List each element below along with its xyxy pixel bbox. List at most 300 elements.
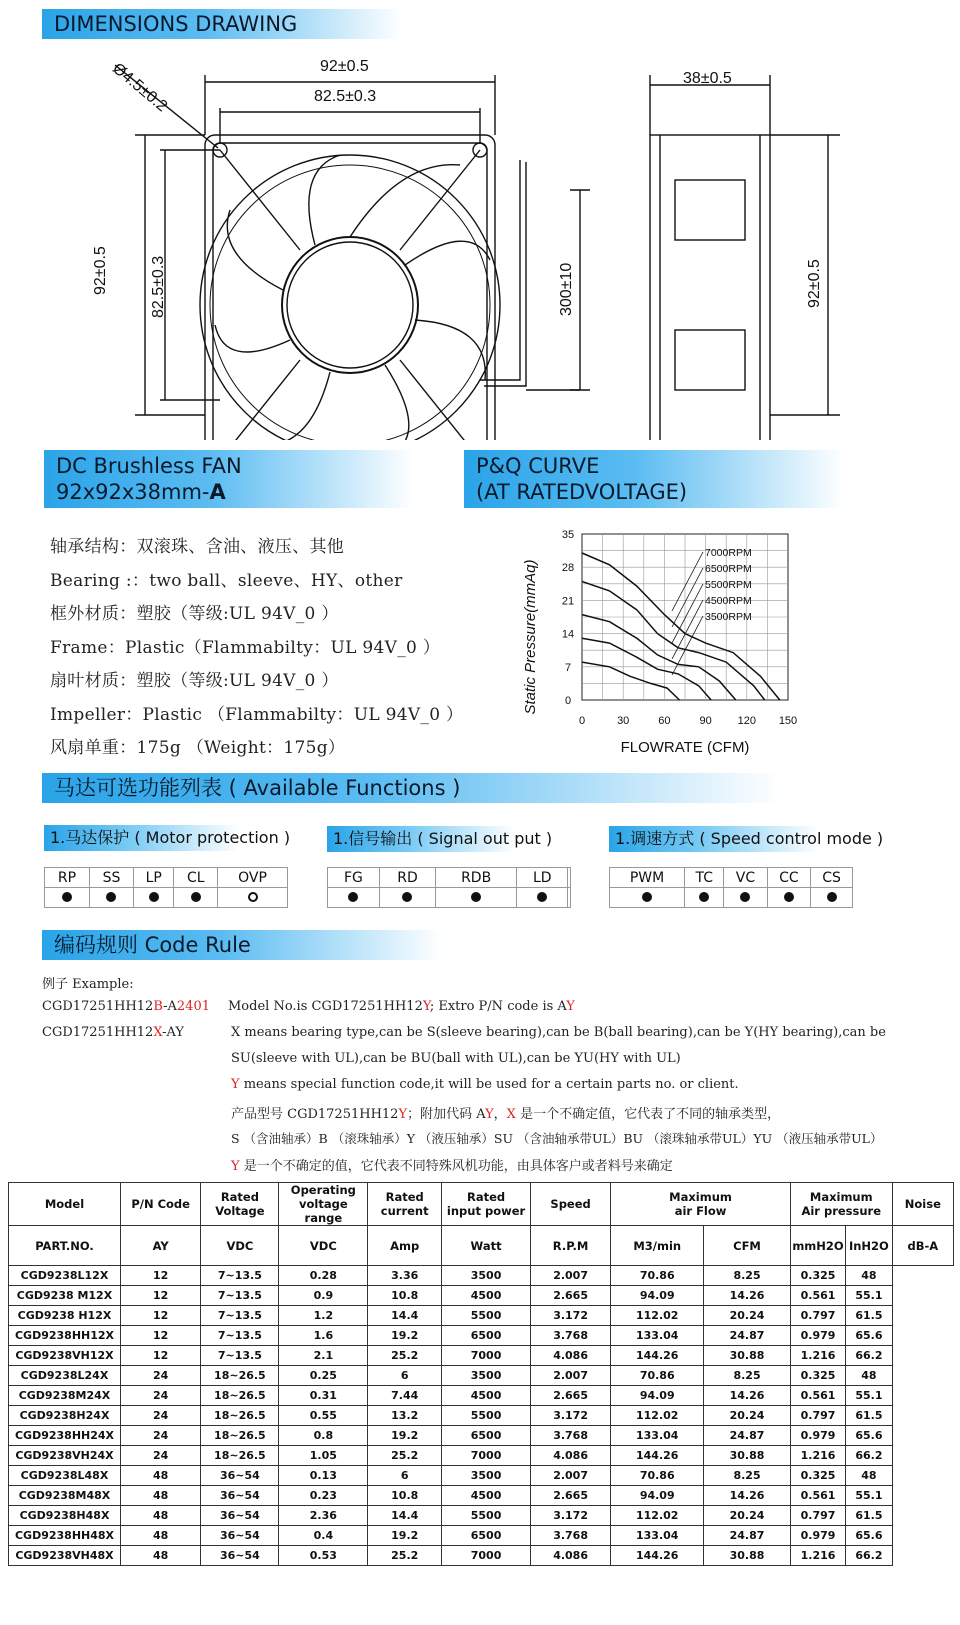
- y-tick-label: 28: [561, 562, 575, 575]
- value-cell: 0.53: [279, 1546, 368, 1566]
- value-cell: 12: [121, 1306, 201, 1326]
- model-cell: CGD9238L12X: [9, 1266, 121, 1286]
- available-dot-icon: [402, 892, 412, 902]
- table-row: [9, 1366, 954, 1386]
- function-cell: [174, 888, 218, 908]
- value-cell: 19.2: [368, 1426, 442, 1446]
- unit-cell: PART.NO.: [9, 1226, 121, 1266]
- depth-dimension: 38±0.5: [683, 70, 732, 87]
- value-cell: 3.768: [530, 1426, 610, 1446]
- value-cell: 6500: [442, 1526, 531, 1546]
- value-cell: 4.086: [530, 1346, 610, 1366]
- value-cell: 30.88: [704, 1346, 791, 1366]
- value-cell: 144.26: [611, 1446, 704, 1466]
- spec-line: 扇叶材质：塑胶（等级:UL 94V_0 ）: [50, 671, 339, 691]
- value-cell: 1.216: [790, 1346, 845, 1366]
- code-line-6: S （含油轴承）B （滚珠轴承）Y （液压轴承）SU （含油轴承带UL）BU （滚珠轴承带UL）YU （液压轴承带UL）: [231, 1131, 883, 1146]
- pn-code-cell: AY: [121, 1226, 201, 1266]
- x-tick-label: 90: [699, 715, 712, 727]
- header-operating-voltage: Operating voltage range: [279, 1183, 368, 1226]
- function-header: CL: [174, 868, 218, 888]
- spec-line: Frame：Plastic（Flammabilty：UL 94V_0 ）: [50, 638, 441, 658]
- value-cell: 24: [121, 1426, 201, 1446]
- value-cell: 6: [368, 1466, 442, 1486]
- value-cell: 0.561: [790, 1386, 845, 1406]
- value-cell: 0.28: [279, 1266, 368, 1286]
- value-cell: 14.26: [704, 1486, 791, 1506]
- model-cell: CGD9238L48X: [9, 1466, 121, 1486]
- value-cell: 6: [368, 1366, 442, 1386]
- model-cell: CGD9238M48X: [9, 1486, 121, 1506]
- available-dot-icon: [642, 892, 652, 902]
- value-cell: 0.325: [790, 1366, 845, 1386]
- function-header: TC: [685, 868, 724, 888]
- fan-title-line1: DC Brushless FAN: [56, 454, 242, 478]
- value-cell: 55.1: [846, 1486, 892, 1506]
- function-header: CS: [811, 868, 853, 888]
- value-cell: 0.979: [790, 1526, 845, 1546]
- height-inner-dimension: 82.5±0.3: [150, 255, 167, 318]
- function-header: LP: [134, 868, 174, 888]
- dimensions-drawing: [100, 50, 900, 440]
- code-line-4: Y means special function code,it will be used for a certain parts no. or client.: [231, 1077, 739, 1092]
- table-row: [9, 1306, 954, 1326]
- value-cell: 2.36: [279, 1506, 368, 1526]
- spec-line: Impeller：Plastic （Flammabilty：UL 94V_0 ）: [50, 705, 464, 725]
- value-cell: 1.2: [279, 1306, 368, 1326]
- value-cell: 48: [846, 1466, 892, 1486]
- value-cell: 133.04: [611, 1326, 704, 1346]
- function-cell: [45, 888, 90, 908]
- pq-chart: [510, 522, 820, 757]
- value-cell: 7.44: [368, 1386, 442, 1406]
- table-row: [9, 1526, 954, 1546]
- value-cell: 2.1: [279, 1346, 368, 1366]
- model-cell: CGD9238VH12X: [9, 1346, 121, 1366]
- value-cell: 1.05: [279, 1446, 368, 1466]
- value-cell: 7000: [442, 1546, 531, 1566]
- x-tick-label: 0: [578, 715, 586, 727]
- value-cell: 112.02: [611, 1406, 704, 1426]
- value-cell: 30.88: [704, 1446, 791, 1466]
- function-header: [568, 868, 571, 888]
- value-cell: 0.561: [790, 1286, 845, 1306]
- value-cell: 48: [121, 1466, 201, 1486]
- value-cell: 19.2: [368, 1326, 442, 1346]
- value-cell: 14.26: [704, 1386, 791, 1406]
- unit-cell: mmH2O: [790, 1226, 845, 1266]
- function-header: RD: [379, 868, 435, 888]
- header-pn-code: P/N Code: [121, 1183, 201, 1226]
- example-label: 例子 Example:: [42, 977, 134, 992]
- height-outer-dimension: 92±0.5: [92, 246, 109, 295]
- value-cell: 5500: [442, 1306, 531, 1326]
- value-cell: 0.797: [790, 1506, 845, 1526]
- legend-label: 6500RPM: [705, 563, 752, 575]
- header-air-pressure: Maximum Air pressure: [790, 1183, 892, 1226]
- value-cell: 8.25: [704, 1266, 791, 1286]
- value-cell: 0.25: [279, 1366, 368, 1386]
- value-cell: 0.797: [790, 1306, 845, 1326]
- table-row: [9, 1346, 954, 1366]
- value-cell: 4500: [442, 1286, 531, 1306]
- code-line-7: Y 是一个不确定的值，它代表不同特殊风机功能，由具体客户或者料号来确定: [231, 1159, 673, 1174]
- value-cell: 61.5: [846, 1506, 892, 1526]
- value-cell: 24.87: [704, 1326, 791, 1346]
- value-cell: 4.086: [530, 1546, 610, 1566]
- value-cell: 3.172: [530, 1506, 610, 1526]
- value-cell: 36~54: [201, 1486, 279, 1506]
- value-cell: 25.2: [368, 1346, 442, 1366]
- value-cell: 48: [846, 1266, 892, 1286]
- value-cell: 5500: [442, 1406, 531, 1426]
- value-cell: 7~13.5: [201, 1346, 279, 1366]
- width-outer-dimension: 92±0.5: [320, 58, 369, 75]
- spec-table: [8, 1182, 954, 1566]
- value-cell: 3500: [442, 1466, 531, 1486]
- speed-control-label: 1.调速方式 ( Speed control mode ): [609, 826, 889, 852]
- code-rule-title: 编码规则 Code Rule: [42, 930, 442, 960]
- value-cell: 20.24: [704, 1306, 791, 1326]
- model-cell: CGD9238 H12X: [9, 1306, 121, 1326]
- value-cell: 36~54: [201, 1546, 279, 1566]
- model-cell: CGD9238HH12X: [9, 1326, 121, 1346]
- function-cell: [811, 888, 853, 908]
- available-dot-icon: [191, 892, 201, 902]
- value-cell: 24.87: [704, 1426, 791, 1446]
- value-cell: 2.665: [530, 1286, 610, 1306]
- value-cell: 0.13: [279, 1466, 368, 1486]
- header-rated-current: Rated current: [368, 1183, 442, 1226]
- value-cell: 0.31: [279, 1386, 368, 1406]
- value-cell: 48: [846, 1366, 892, 1386]
- value-cell: 48: [121, 1526, 201, 1546]
- value-cell: 12: [121, 1286, 201, 1306]
- model-cell: CGD9238H24X: [9, 1406, 121, 1426]
- value-cell: 3.768: [530, 1326, 610, 1346]
- value-cell: 0.979: [790, 1326, 845, 1346]
- value-cell: 36~54: [201, 1466, 279, 1486]
- value-cell: 36~54: [201, 1526, 279, 1546]
- value-cell: 94.09: [611, 1386, 704, 1406]
- function-cell: [568, 888, 571, 908]
- example-1: CGD17251HH12B-A2401: [42, 999, 210, 1014]
- value-cell: 7~13.5: [201, 1266, 279, 1286]
- pq-title: [464, 450, 844, 508]
- legend-label: 5500RPM: [705, 579, 752, 591]
- value-cell: 0.8: [279, 1426, 368, 1446]
- value-cell: 12: [121, 1266, 201, 1286]
- x-axis-label: FLOWRATE (CFM): [620, 739, 750, 756]
- value-cell: 2.007: [530, 1466, 610, 1486]
- x-tick-label: 30: [617, 715, 630, 727]
- value-cell: 133.04: [611, 1526, 704, 1546]
- speed-control-table: [609, 867, 853, 908]
- value-cell: 0.23: [279, 1486, 368, 1506]
- available-dot-icon: [784, 892, 794, 902]
- motor-protection-table: [44, 867, 288, 908]
- available-dot-icon: [537, 892, 547, 902]
- value-cell: 133.04: [611, 1426, 704, 1446]
- value-cell: 3.172: [530, 1306, 610, 1326]
- value-cell: 2.665: [530, 1386, 610, 1406]
- value-cell: 18~26.5: [201, 1446, 279, 1466]
- value-cell: 1.216: [790, 1546, 845, 1566]
- value-cell: 8.25: [704, 1466, 791, 1486]
- function-cell: [218, 888, 288, 908]
- y-tick-label: 0: [564, 695, 572, 707]
- value-cell: 30.88: [704, 1546, 791, 1566]
- value-cell: 0.55: [279, 1406, 368, 1426]
- value-cell: 2.665: [530, 1486, 610, 1506]
- code-line-2: X means bearing type,can be S(sleeve bearing),can be B(ball bearing),can be Y(HY bearing),can be: [231, 1025, 886, 1040]
- value-cell: 0.561: [790, 1486, 845, 1506]
- y-tick-label: 14: [561, 628, 575, 641]
- signal-output-label: 1.信号输出 ( Signal out put ): [327, 826, 577, 852]
- table-row: [9, 1266, 954, 1286]
- legend-label: 3500RPM: [705, 611, 752, 623]
- available-dot-icon: [348, 892, 358, 902]
- function-header: CC: [767, 868, 811, 888]
- fan-title: [44, 450, 414, 508]
- model-cell: CGD9238HH48X: [9, 1526, 121, 1546]
- value-cell: 55.1: [846, 1386, 892, 1406]
- value-cell: 0.979: [790, 1426, 845, 1446]
- value-cell: 61.5: [846, 1406, 892, 1426]
- table-row: [9, 1446, 954, 1466]
- value-cell: 12: [121, 1346, 201, 1366]
- header-model: Model: [9, 1183, 121, 1226]
- value-cell: 0.325: [790, 1466, 845, 1486]
- model-cell: CGD9238M24X: [9, 1386, 121, 1406]
- value-cell: 14.26: [704, 1286, 791, 1306]
- value-cell: 14.4: [368, 1306, 442, 1326]
- table-row: [9, 1466, 954, 1486]
- available-dot-icon: [740, 892, 750, 902]
- value-cell: 18~26.5: [201, 1426, 279, 1446]
- value-cell: 8.25: [704, 1366, 791, 1386]
- spec-line: 风扇单重：175g （Weight：175g）: [50, 738, 346, 758]
- value-cell: 65.6: [846, 1526, 892, 1546]
- optional-ring-icon: [248, 892, 258, 902]
- available-dot-icon: [471, 892, 481, 902]
- value-cell: 48: [121, 1546, 201, 1566]
- header-rated-voltage: Rated Voltage: [201, 1183, 279, 1226]
- code-line-3: SU(sleeve with UL),can be BU(ball with UL),can be YU(HY with UL): [231, 1051, 681, 1066]
- unit-cell: Watt: [442, 1226, 531, 1266]
- function-header: FG: [328, 868, 380, 888]
- value-cell: 7~13.5: [201, 1286, 279, 1306]
- value-cell: 70.86: [611, 1366, 704, 1386]
- y-tick-label: 35: [561, 529, 575, 541]
- unit-cell: CFM: [704, 1226, 791, 1266]
- function-header: PWM: [610, 868, 685, 888]
- value-cell: 4500: [442, 1486, 531, 1506]
- available-dot-icon: [827, 892, 837, 902]
- value-cell: 25.2: [368, 1546, 442, 1566]
- function-header: LD: [517, 868, 568, 888]
- value-cell: 14.4: [368, 1506, 442, 1526]
- y-tick-label: 7: [564, 661, 572, 674]
- model-cell: CGD9238H48X: [9, 1506, 121, 1526]
- value-cell: 5500: [442, 1506, 531, 1526]
- spec-line: 框外材质：塑胶（等级:UL 94V_0 ）: [50, 604, 339, 624]
- value-cell: 7000: [442, 1346, 531, 1366]
- value-cell: 24: [121, 1446, 201, 1466]
- pq-title-line1: P&Q CURVE: [476, 454, 600, 478]
- value-cell: 0.9: [279, 1286, 368, 1306]
- available-dot-icon: [106, 892, 116, 902]
- value-cell: 4500: [442, 1386, 531, 1406]
- value-cell: 19.2: [368, 1526, 442, 1546]
- value-cell: 3500: [442, 1266, 531, 1286]
- value-cell: 25.2: [368, 1446, 442, 1466]
- function-cell: [436, 888, 517, 908]
- table-row: [9, 1546, 954, 1566]
- spec-line: Bearing :：two ball、sleeve、HY、other: [50, 571, 403, 591]
- table-row: [9, 1326, 954, 1346]
- model-cell: CGD9238L24X: [9, 1366, 121, 1386]
- unit-cell: VDC: [279, 1226, 368, 1266]
- function-header: VC: [724, 868, 767, 888]
- value-cell: 18~26.5: [201, 1386, 279, 1406]
- value-cell: 0.325: [790, 1266, 845, 1286]
- code-line-5: 产品型号 CGD17251HH12Y；附加代码 AY，X 是一个不确定值，它代表了不同的轴承类型，: [231, 1107, 781, 1122]
- value-cell: 12: [121, 1326, 201, 1346]
- value-cell: 4.086: [530, 1446, 610, 1466]
- function-cell: [767, 888, 811, 908]
- unit-cell: Amp: [368, 1226, 442, 1266]
- value-cell: 48: [121, 1506, 201, 1526]
- value-cell: 0.797: [790, 1406, 845, 1426]
- value-cell: 112.02: [611, 1506, 704, 1526]
- functions-title: 马达可选功能列表 ( Available Functions ): [42, 773, 782, 803]
- value-cell: 18~26.5: [201, 1406, 279, 1426]
- code-line-1: Model No.is CGD17251HH12Y; Extro P/N code is AY: [228, 999, 575, 1014]
- value-cell: 144.26: [611, 1346, 704, 1366]
- value-cell: 66.2: [846, 1346, 892, 1366]
- value-cell: 20.24: [704, 1506, 791, 1526]
- table-row: [9, 1406, 954, 1426]
- dimensions-title: DIMENSIONS DRAWING: [42, 9, 402, 39]
- value-cell: 24: [121, 1366, 201, 1386]
- available-dot-icon: [699, 892, 709, 902]
- unit-cell: dB-A: [892, 1226, 953, 1266]
- header-air-flow: Maximum air Flow: [611, 1183, 791, 1226]
- value-cell: 24: [121, 1406, 201, 1426]
- y-tick-label: 21: [561, 595, 575, 608]
- function-cell: [517, 888, 568, 908]
- value-cell: 48: [121, 1486, 201, 1506]
- pq-title-line2: (AT RATEDVOLTAGE): [476, 480, 688, 504]
- table-row: [9, 1486, 954, 1506]
- value-cell: 1.216: [790, 1446, 845, 1466]
- fan-title-line2: 92x92x38mm-A: [56, 480, 226, 504]
- example-2: CGD17251HH12X-AY: [42, 1025, 184, 1040]
- header-rated-input: Rated input power: [442, 1183, 531, 1226]
- hole-dimension: Ø4.5±0.2: [109, 60, 171, 116]
- unit-cell: InH2O: [846, 1226, 892, 1266]
- legend-label: 7000RPM: [705, 547, 752, 559]
- value-cell: 36~54: [201, 1506, 279, 1526]
- side-height-dimension: 92±0.5: [806, 259, 823, 308]
- value-cell: 6500: [442, 1426, 531, 1446]
- model-cell: CGD9238 M12X: [9, 1286, 121, 1306]
- value-cell: 3500: [442, 1366, 531, 1386]
- function-header: SS: [89, 868, 133, 888]
- value-cell: 112.02: [611, 1306, 704, 1326]
- unit-cell: VDC: [201, 1226, 279, 1266]
- value-cell: 66.2: [846, 1546, 892, 1566]
- function-cell: [328, 888, 380, 908]
- function-cell: [685, 888, 724, 908]
- available-dot-icon: [62, 892, 72, 902]
- legend-label: 4500RPM: [705, 595, 752, 607]
- value-cell: 3.768: [530, 1526, 610, 1546]
- value-cell: 2.007: [530, 1366, 610, 1386]
- spec-line: 轴承结构：双滚珠、含油、液压、其他: [50, 537, 345, 557]
- available-dot-icon: [149, 892, 159, 902]
- table-row: [9, 1426, 954, 1446]
- value-cell: 3.36: [368, 1266, 442, 1286]
- model-cell: CGD9238VH24X: [9, 1446, 121, 1466]
- signal-output-table: [327, 867, 571, 908]
- value-cell: 7~13.5: [201, 1326, 279, 1346]
- value-cell: 24: [121, 1386, 201, 1406]
- model-cell: CGD9238HH24X: [9, 1426, 121, 1446]
- value-cell: 94.09: [611, 1486, 704, 1506]
- function-cell: [379, 888, 435, 908]
- header-speed: Speed: [530, 1183, 610, 1226]
- function-cell: [134, 888, 174, 908]
- value-cell: 1.6: [279, 1326, 368, 1346]
- value-cell: 0.4: [279, 1526, 368, 1546]
- table-row: [9, 1386, 954, 1406]
- value-cell: 6500: [442, 1326, 531, 1346]
- value-cell: 70.86: [611, 1466, 704, 1486]
- value-cell: 20.24: [704, 1406, 791, 1426]
- x-tick-label: 120: [737, 715, 756, 727]
- value-cell: 66.2: [846, 1446, 892, 1466]
- table-row: [9, 1286, 954, 1306]
- value-cell: 10.8: [368, 1486, 442, 1506]
- value-cell: 94.09: [611, 1286, 704, 1306]
- value-cell: 24.87: [704, 1526, 791, 1546]
- function-cell: [89, 888, 133, 908]
- function-cell: [610, 888, 685, 908]
- value-cell: 65.6: [846, 1426, 892, 1446]
- function-header: RDB: [436, 868, 517, 888]
- function-header: RP: [45, 868, 90, 888]
- value-cell: 55.1: [846, 1286, 892, 1306]
- value-cell: 13.2: [368, 1406, 442, 1426]
- motor-protection-label: 1.马达保护 ( Motor protection ): [44, 825, 304, 851]
- unit-cell: M3/min: [611, 1226, 704, 1266]
- value-cell: 65.6: [846, 1326, 892, 1346]
- x-tick-label: 150: [778, 715, 798, 727]
- value-cell: 2.007: [530, 1266, 610, 1286]
- y-axis-label: Static Pressure(mmAq): [522, 559, 539, 715]
- value-cell: 61.5: [846, 1306, 892, 1326]
- model-cell: CGD9238VH48X: [9, 1546, 121, 1566]
- value-cell: 7000: [442, 1446, 531, 1466]
- lead-length-dimension: 300±10: [558, 262, 575, 316]
- header-noise: Noise: [892, 1183, 953, 1226]
- function-cell: [724, 888, 767, 908]
- value-cell: 18~26.5: [201, 1366, 279, 1386]
- value-cell: 10.8: [368, 1286, 442, 1306]
- value-cell: 7~13.5: [201, 1306, 279, 1326]
